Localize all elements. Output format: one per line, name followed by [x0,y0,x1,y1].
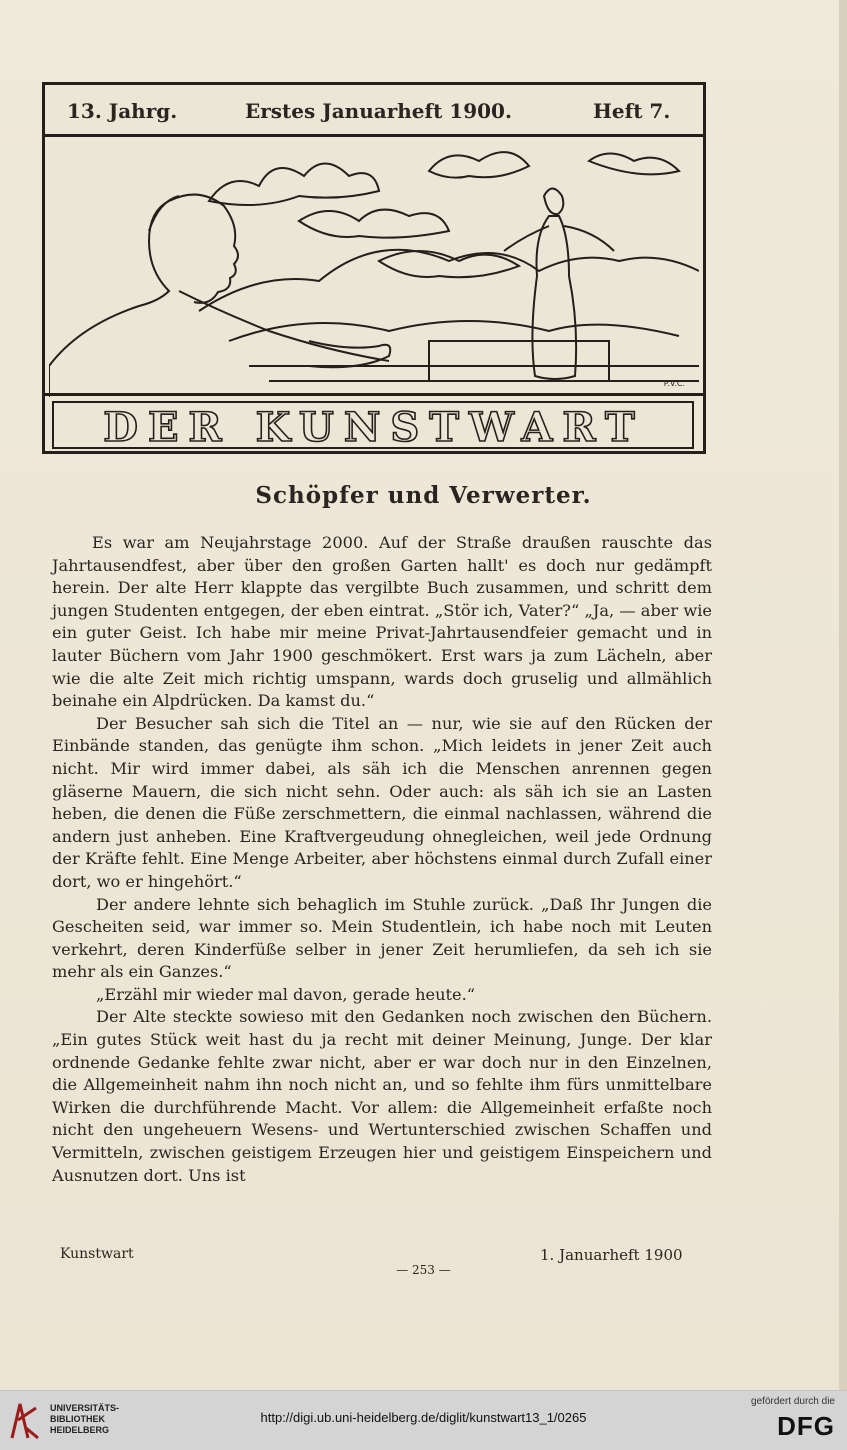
article-body [52,532,712,1187]
masthead-header [45,85,703,137]
page-edge [839,0,847,1390]
university-line: HEIDELBERG [50,1425,110,1435]
heft-label: Heft 7. [593,99,671,123]
running-footer-left: Kunstwart [60,1246,134,1262]
masthead [42,82,706,454]
page-number: — 253 — [396,1263,451,1277]
article-title: Schöpfer und Verwerter. [255,482,592,509]
issue-label: Erstes Januarheft 1900. [245,99,512,123]
paragraph: Es war am Neujahrstage 2000. Auf der Straße draußen rauschte das Jahrtausendfest, aber über den großen Garten hallt' es doch nur gedämpft herein. Der alte Herr klappte das vergilbte Buch zusammen, und schritt dem jungen Studenten entgegen, der eben eintrat. „Stör ich, Vater?“ „Ja, — aber wie ein guter Geist. Ich habe mir meine Privat-Jahrtausendfeier gemacht und in lauter Büchern vom Jahr 1900 geschmökert. Erst wars ja zum Lächeln, aber wie die alte Zeit mich richtig umspann, wards doch gruselig und allmählich beinahe ein Alpdrücken. Da kamst du.“ [52,533,712,711]
volume-label: 13. Jahrg. [67,99,178,123]
dfg-logo[interactable]: DFG [777,1411,835,1441]
masthead-illustration [49,141,699,397]
monogram: P.V.C. [663,379,685,388]
university-line: BIBLIOTHEK [50,1414,105,1424]
paragraph: Der andere lehnte sich behaglich im Stuhle zurück. „Daß Ihr Jungen die Gescheiten seid, war immer so. Mein Studentlein, ich habe noch mit Leuten verkehrt, deren Kinderfüße selber in jener Zeit herumliefen, da seh ich sie mehr als ein Ganzes.“ [52,894,712,982]
funding-note: gefördert durch die [751,1396,835,1407]
running-footer-right: 1. Januarheft 1900 [540,1246,683,1264]
masthead-title-band [45,393,703,451]
publication-title: DER KUNSTWART [103,404,645,451]
university-line: UNIVERSITÄTS- [50,1403,120,1413]
paragraph: Der Besucher sah sich die Titel an — nur, wie sie auf den Rücken der Einbände standen, das genügte ihm schon. „Mich leidets in jener Zeit auch nicht. Mir wird immer dabei, als säh ich die Menschen anrennen gegen gläserne Mauern, die sich nicht sehn. Oder auch: als säh ich sie an Lasten heben, die denen die Füße zerschmettern, die einmal nachlassen, während die andern just anheben. Eine Kraftvergeudung ohnegleichen, weil jede Ordnung der Kräfte fehlt. Eine Menge Arbeiter, aber höchstens einmal durch Zufall einer dort, wo er hingehört.“ [52,713,712,891]
paragraph: „Erzähl mir wieder mal davon, gerade heute.“ [96,984,476,1004]
permalink-url[interactable]: http://digi.ub.uni-heidelberg.de/diglit/kunstwart13_1/0265 [260,1410,587,1425]
paragraph: Der Alte steckte sowieso mit den Gedanken noch zwischen den Büchern. „Ein gutes Stück weit hast du ja recht mit deiner Meinung, Junge. Der klar ordnende Gedanke fehlte zwar nicht, aber er war doch nur in den Einzelnen, die Allgemeinheit nahm ihn noch nicht an, und so fehlte ihm fürs unmittelbare Wirken die durchführende Macht. Vor allem: die Allgemeinheit erfaßte noch nicht den ungeheuern Wesens- und Wertunterschied zwischen Schaffen und Vermitteln, zwischen geistigem Erzeugen hier und geistigem Einspeichern und Ausnutzen dort. Uns ist [52,1007,712,1185]
viewer-footer-bar [0,1390,847,1450]
